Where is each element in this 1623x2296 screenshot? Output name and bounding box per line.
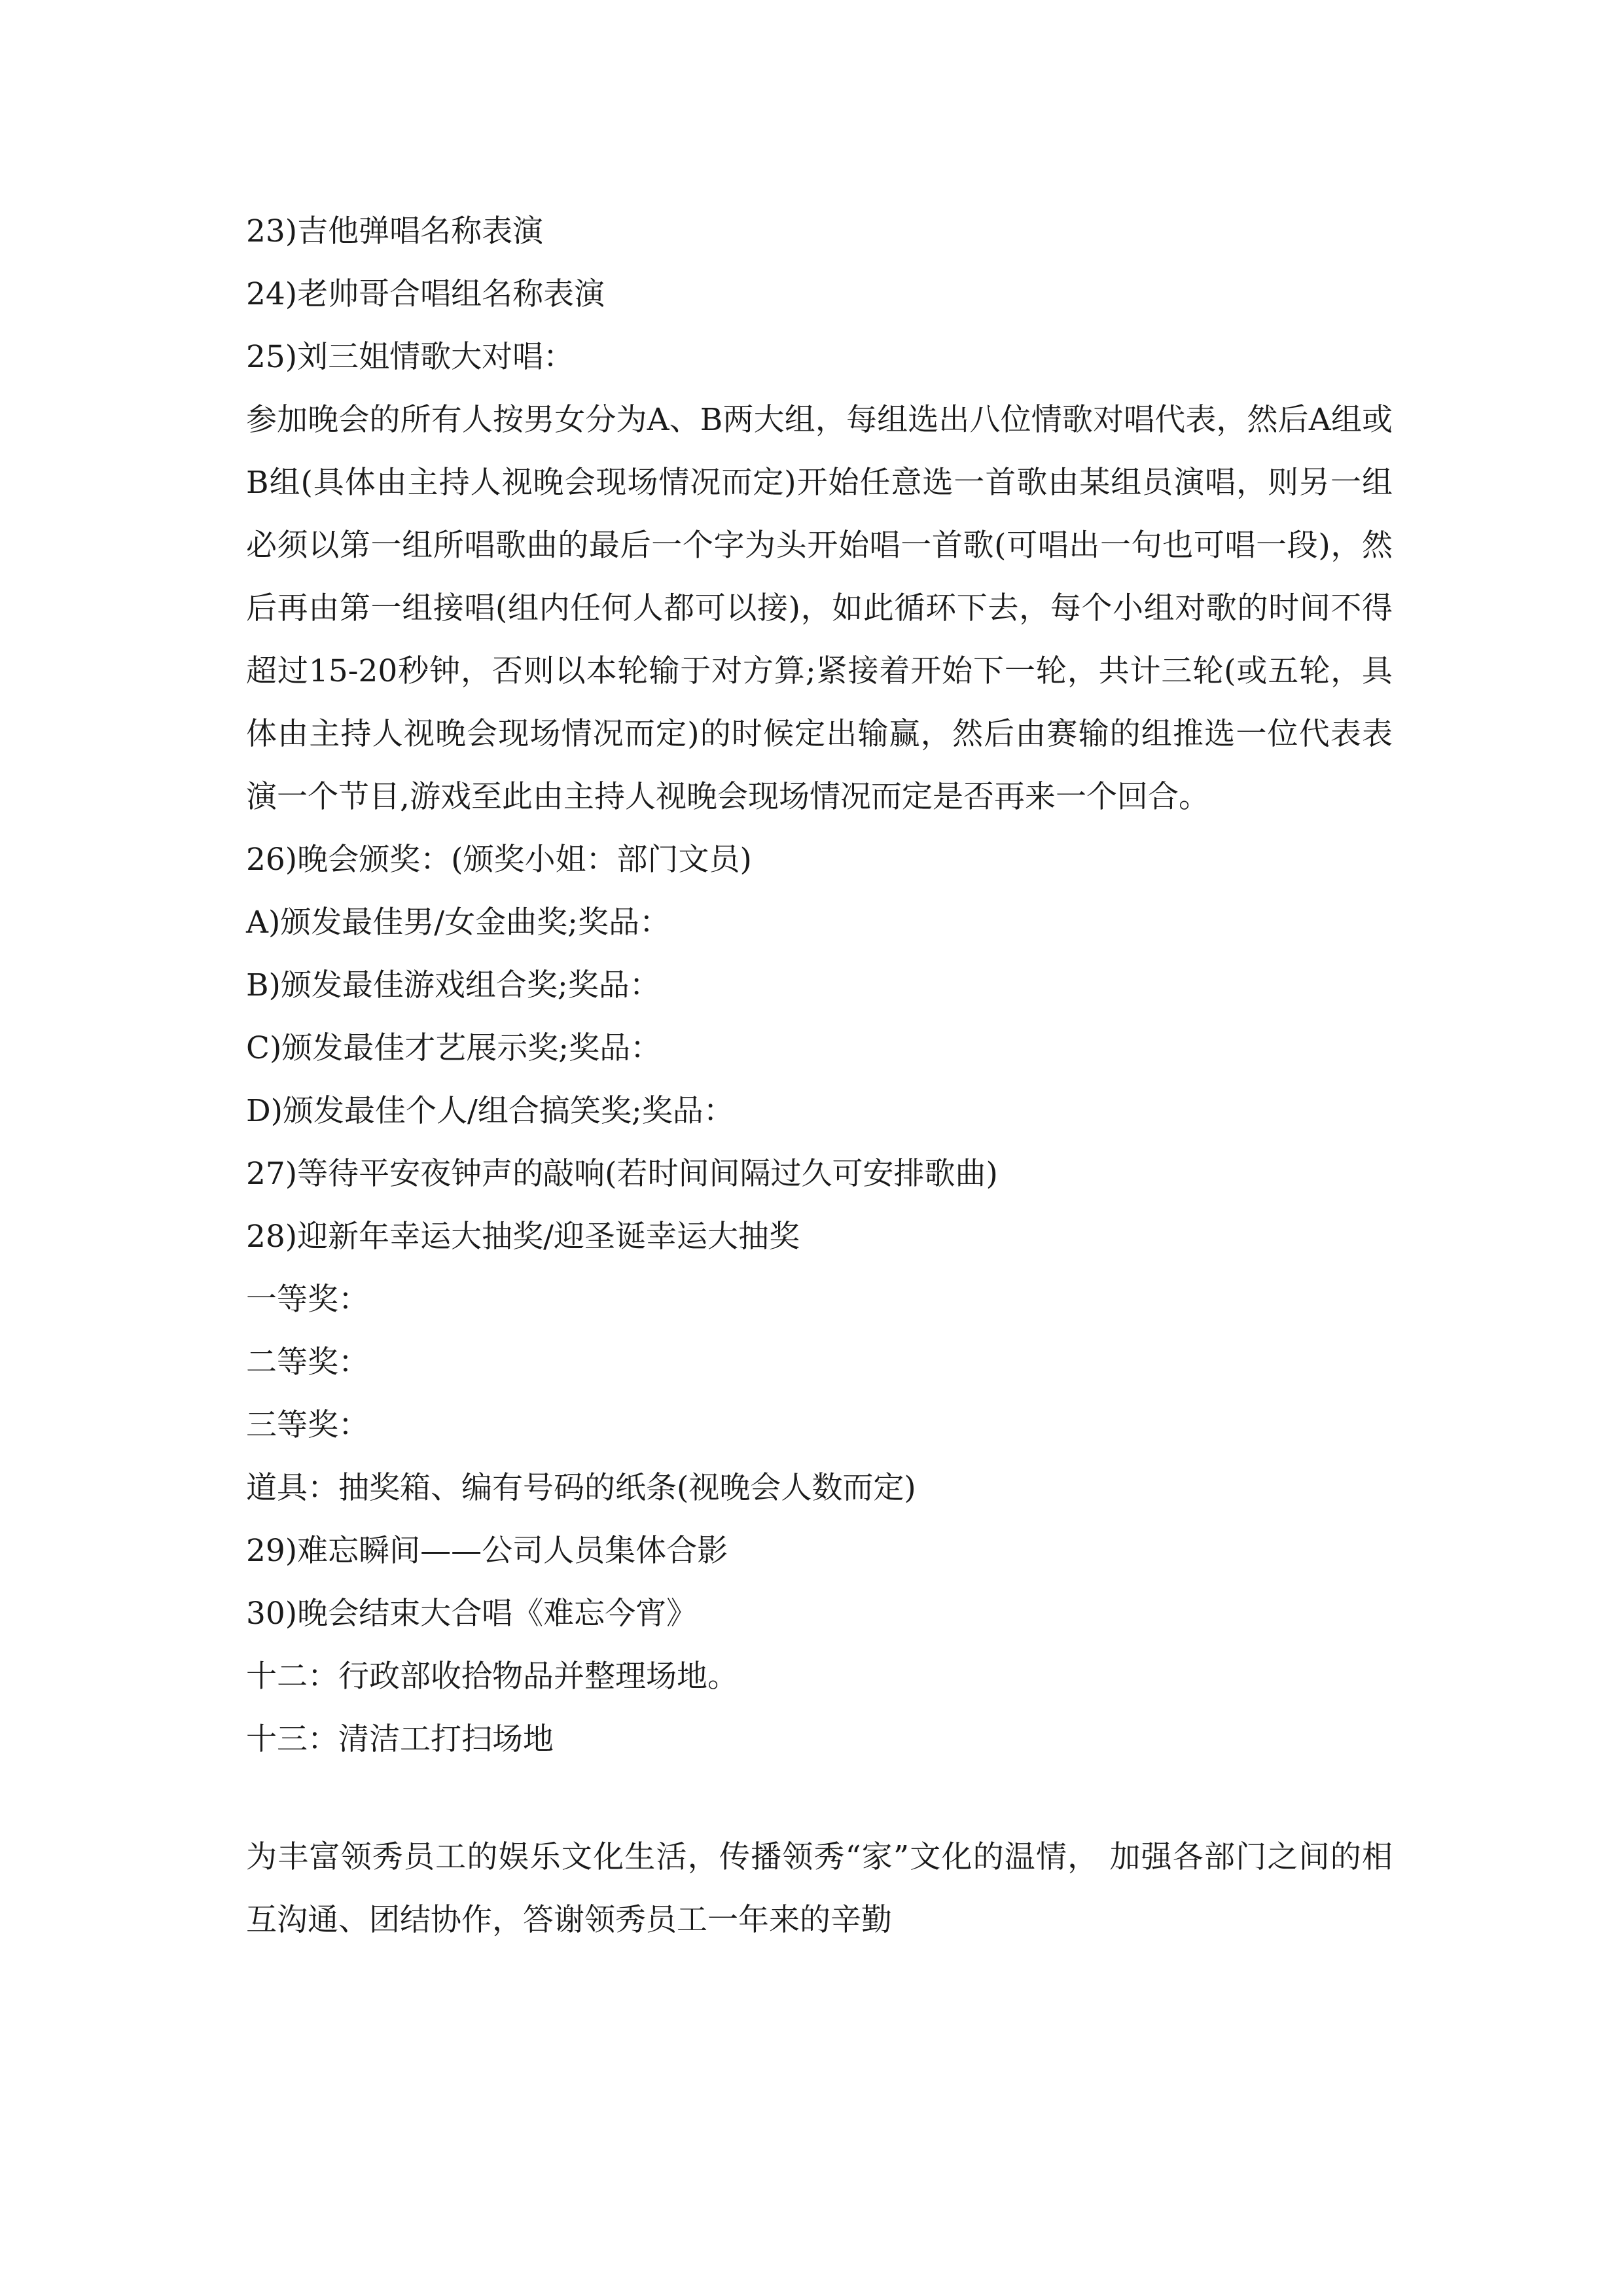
first-prize: 一等奖： [246, 1282, 369, 1318]
program-item-30: 30)晚会结束大合唱《难忘今宵》 [246, 1596, 698, 1632]
program-item-27: 27)等待平安夜钟声的敲响(若时间间隔过久可安排歌曲) [246, 1156, 998, 1192]
program-item-23: 23)吉他弹唱名称表演 [246, 213, 544, 249]
paragraph-gap [246, 1771, 1393, 1826]
document-body [246, 200, 1393, 1952]
program-item-25: 25)刘三姐情歌大对唱： [246, 339, 575, 375]
award-a: A)颁发最佳男/女金曲奖;奖品： [246, 905, 670, 941]
award-d: D)颁发最佳个人/组合搞笑奖;奖品： [246, 1093, 734, 1129]
section-thirteen: 十三：清洁工打扫场地 [246, 1721, 554, 1757]
award-b: B)颁发最佳游戏组合奖;奖品： [246, 967, 660, 1003]
award-c: C)颁发最佳才艺展示奖;奖品： [246, 1030, 662, 1066]
duet-rules-paragraph: 参加晚会的所有人按男女分为A、B两大组，每组选出八位情歌对唱代表，然后A组或B组(具体由主持人视晚会现场情况而定)开始任意选一首歌由某组员演唱，则另一组必须以第一组所唱歌曲的最后一个字为头开始唱一首歌(可唱出一句也可唱一段)，然后再由第一组接唱(组内任何人都可以接)，如此循环下去，每个小组对歌的时间不得超过15-20秒钟，否则以本轮输于对方算;紧接着开始下一轮，共计三轮(或五轮，具体由主持人视晚会现场情况而定)的时候定出输赢，然后由赛输的组推选一位代表表演一个节目,游戏至此由主持人视晚会现场情况而定是否再来一个回合。 [246, 402, 1393, 815]
second-prize: 二等奖： [246, 1344, 369, 1380]
section-twelve: 十二：行政部收拾物品并整理场地。 [246, 1659, 738, 1695]
closing-paragraph: 为丰富领秀员工的娱乐文化生活，传播领秀“家”文化的温情， 加强各部门之间的相互沟通、团结协作，答谢领秀员工一年来的辛勤 [246, 1839, 1393, 1938]
program-item-28-lottery: 28)迎新年幸运大抽奖/迎圣诞幸运大抽奖 [246, 1219, 800, 1255]
program-item-29: 29)难忘瞬间——公司人员集体合影 [246, 1533, 728, 1569]
third-prize: 三等奖： [246, 1407, 369, 1443]
program-item-24: 24)老帅哥合唱组名称表演 [246, 276, 605, 312]
props-line: 道具：抽奖箱、编有号码的纸条(视晚会人数而定) [246, 1470, 916, 1506]
program-item-26-awards: 26)晚会颁奖：(颁奖小姐：部门文员) [246, 842, 752, 878]
